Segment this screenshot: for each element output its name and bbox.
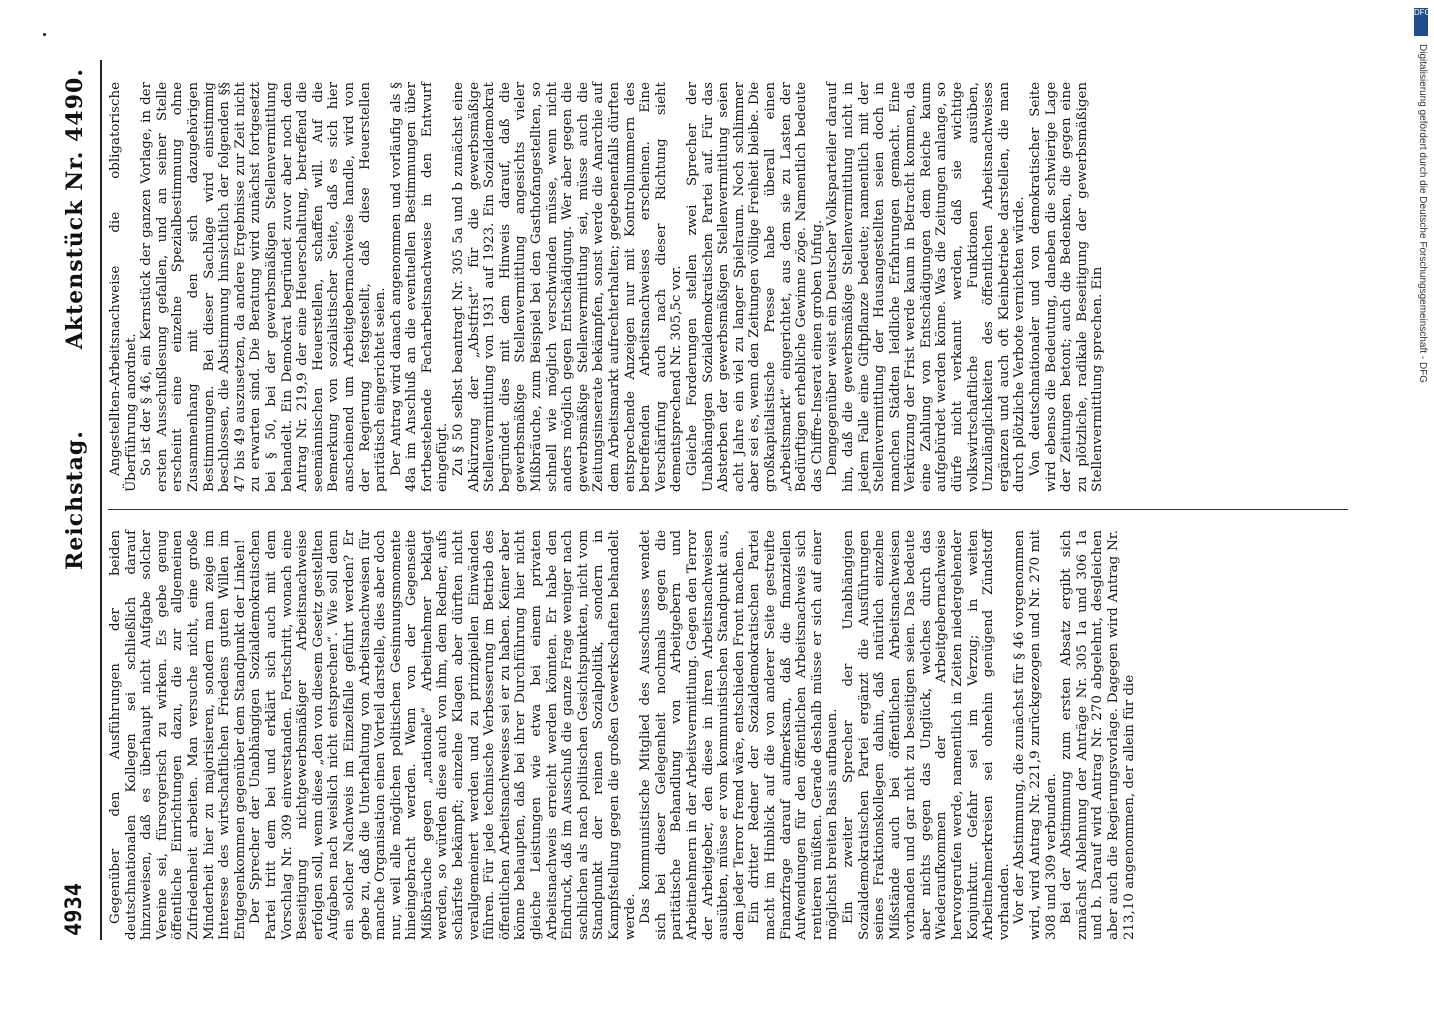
paragraph: Vor der Abstimmung, die zunächst für § 46 vorgenommen wird, wird Antrag Nr. 221,9 zurückgezogen und Nr. 270 mit 308 und 309 verbunden. [1012, 530, 1059, 940]
paragraph: Gegenüber den Ausführungen der beiden deutschnationalen Kollegen sei schließlich darauf hinzuweisen, daß es überhaupt nicht Aufgabe solcher Vereine sei, fürsorgerisch zu wirken. Es gebe genug öffentliche Einrichtungen dazu, die zur allgemeinen Zufriedenheit arbeiten. Man versuche nicht, eine große Minderheit hier zu majorisieren, sondern man zeige im Interesse des wirtschaftlichen Friedens guten Willen im Entgegenkommen gegenüber dem Standpunkt der Linken! [108, 530, 248, 940]
paragraph: Ein zweiter Sprecher der Unabhängigen Sozialdemokratischen Partei ergänzt die Ausführungen seines Fraktionskollegen dahin, daß natürlich einzelne Mißstände auch bei öffentlichen Arbeitsnachweisen vorhanden und gar nicht zu beseitigen seien. Das bedeute aber nichts gegen das Unglück, welches durch das Wiederaufkommen der Arbeitgebernachweise hervorgerufen werde, namentlich in Zeiten niedergehender Konjunktur. Gefahr sei im Verzug; in weiten Arbeitnehmerkreisen sei ohnehin genügend Zündstoff vorhanden. [840, 530, 1012, 940]
paragraph: Demgegenüber weist ein Deutscher Volksparteiler darauf hin, daß die gewerbsmäßige Stellenvermittlung nicht in jedem Falle eine Giftpflanze bedeute; namentlich mit der Stellenvermittlung der Hausangestellten seien doch in manchen Städten leidliche Erfahrungen gemacht. Eine Verkürzung der Frist werde kaum in Betracht kommen, da eine Zahlung von Entschädigungen dem Reiche kaum aufgebürdet werden könne. Was die Zeitungen anlange, so dürfe nicht verkannt werden, daß sie wichtige volkswirtschaftliche Funktionen ausüben, Unzulänglichkeiten des öffentlichen Arbeitsnachweises ergänzen und auch oft Kleinbetriebe darstellen, die man durch plötzliche Verbote vernichten würde. [825, 82, 1028, 492]
paragraph: Zu § 50 selbst beantragt Nr. 305 5a und b zunächst eine Abkürzung der „Abstfrist“ für die gewerbsmäßige Stellenvermittlung von 1931 auf 1923. Ein Sozialdemokrat begründet dies mit dem Hinweis darauf, daß die gewerbsmäßige Stellenvermittlung angesichts vieler Mißbräuche, zum Beispiel bei den Gasthofangestellten, so schnell wie möglich verschwinden müsse, wenn nicht anders möglich gegen Entschädigung. Wer aber gegen die gewerbsmäßige Stellenvermittlung sei, müsse auch die Zeitungsinserate bekämpfen, sonst werde die Anarchie auf dem Arbeitsmarkt aufrechterhalten; gegebenenfalls dürften entsprechende Anzeigen nur mit Kontrollnummern des betreffenden Arbeitsnachweises erscheinen. Eine Verschärfung auch nach dieser Richtung sieht dementsprechend Nr. 305,5c vor. [451, 82, 685, 492]
paragraph: Von deutschnationaler und von demokratischer Seite wird ebenso die Bedeutung, daneben die schwierige Lage der Zeitungen betont; auch die Bedenken, die gegen eine zu plötzliche, radikale Beseitigung der gewerbsmäßigen Stellenvermittlung sprechen. Ein [1028, 82, 1106, 492]
rotated-page-content [60, 60, 1360, 940]
paragraph: Gleiche Forderungen stellen zwei Sprecher der Unabhängigen Sozialdemokratischen Partei auf. Für das Absterben der gewerbsmäßigen Stellenvermittlung seien acht Jahre ein viel zu langer Spielraum. Noch schlimmer aber sei es, wenn den Zeitungen völlige Freiheit bleibe. Die großkapitalistische Presse habe überall einen „Arbeitsmarkt“ eingerichtet, aus dem sie zu Lasten der Bedürftigen erhebliche Gewinne zöge. Namentlich bedeute das Chiffre-Inserat einen groben Unfug. [684, 82, 825, 492]
speck-mark [43, 33, 46, 36]
page-header [60, 60, 100, 940]
paragraph: Bei der Abstimmung zum ersten Absatz ergibt sich zunächst Ablehnung der Anträge Nr. 305 1a und 306 1a und b. Darauf wird Antrag Nr. 270 abgelehnt, desgleichen aber auch die Regierungsvorlage. Dagegen wird Antrag Nr. 213,10 angenommen, der allein für die [1059, 530, 1137, 940]
header-title: Reichstag. [62, 430, 88, 570]
paragraph: Angestellten-Arbeitsnachweise die obligatorische Überführung anordnet. [108, 82, 139, 492]
text-column-right [108, 82, 1348, 492]
document-label: Aktenstück Nr. 4490. [62, 68, 88, 350]
column-divider [108, 509, 1348, 510]
paragraph: Der Sprecher der Unabhängigen Sozialdemokratischen Partei tritt dem bei und erklärt sich auch mit dem Vorschlag Nr. 309 einverstanden. Fortschritt, wonach eine Beseitigung nichtgewerbsmäßiger Arbeitsnachweise erfolgen soll, wenn diese „den von diesem Gesetz gestellten Aufgaben nach weislich nicht entsprechen“. Wie soll denn ein solcher Nachweis im Einzelfalle geführt werden? Er gebe zu, daß die Unterhaltung von Arbeitsnachweisen für manche Organisation einen Vorteil darstelle, dies aber doch nur, weil alle möglichen politischen Gesinnungsmomente hineingebracht werden. Wenn von der Gegenseite Mißbräuche gegen „nationale“ Arbeitnehmer beklagt werden, so würden diese auch von ihm, dem Redner, aufs schärfste bekämpft; einzelne Klagen aber dürften nicht verallgemeinert werden und zu prinzipiellen Einwänden führen. Für jede technische Verbesserung im Betrieb des öffentlichen Arbeitsnachweises sei er zu haben. Keiner aber könne behaupten, daß bei ihrer Durchführung hier nicht gleiche Leistungen wie etwa bei einem privaten Arbeitsnachweis erreicht werden könnten. Er habe den Eindruck, daß im Ausschuß die ganze Frage weniger nach sachlichen als nach politischen Gesichtspunkten, nicht vom Standpunkt der reinen Sozialpolitik, sondern in Kampfstellung gegen die großen Gewerkschaften behandelt werde. [248, 530, 638, 940]
paragraph: So ist der § 46, ein Kernstück der ganzen Vorlage, in der ersten Ausschußlesung gefallen, und an seiner Stelle erscheint eine einzelne Spezialbestimmung ohne Zusammenhang mit den sich dazugehörigen Bestimmungen. Bei dieser Sachlage wird einstimmig beschlossen, die Abstimmung hinsichtlich der folgenden §§ 47 bis 49 auszusetzen, da andere Ergebnisse zur Zeit nicht zu erwarten sind. Die Beratung wird zunächst fortgesetzt bei § 50, bei der gewerbsmäßigen Stellenvermittlung behandelt. Ein Demokrat begründet zuvor aber noch den Antrag Nr. 219,9 der eine Heuerschaltung, betreffend die seemännischen Heuerstellen, schaffen will. Auf die Bemerkung von sozialistischer Seite, daß es sich hier anscheinend um Arbeitgebernachweise handle, wird von der Regierung festgestellt, daß diese Heuerstellen paritätisch eingerichtet seien. [139, 82, 389, 492]
digitization-note [1410, 44, 1428, 1024]
paragraph: Das kommunistische Mitglied des Ausschusses wendet sich bei dieser Gelegenheit nochmals gegen die paritätische Behandlung von Arbeitgebern und Arbeitnehmern in der Arbeitsvermittlung. Gegen den Terror der Arbeitgeber, den diese in ihren Arbeitsnachweisen ausübten, müsse er vom kommunistischen Standpunkt aus, dem jeder Terror fremd wäre, entschieden Front machen. [638, 530, 747, 940]
text-column-left [108, 530, 1348, 940]
page-number: 4934 [62, 883, 87, 936]
digitization-note-text: Digitalisierung gefördert durch die Deutsche Forschungsgemeinschaft - DFG [1417, 44, 1428, 384]
header-rule [100, 60, 102, 940]
paragraph: Ein dritter Redner der Sozialdemokratischen Partei macht im Hinblick auf die von anderer Seite gestreifte Finanzfrage darauf aufmerksam, daß die finanziellen Aufwendungen für den öffentlichen Arbeitsnachweis sich rentieren müßten. Gerade deshalb müsse er sich auf einer möglichst breiten Basis aufbauen. [747, 530, 841, 940]
paragraph: Der Antrag wird danach angenommen und vorläufig als § 48a im Anschluß an die eventuellen Bestimmungen über fortbestehende Facharbeitsnachweise in den Entwurf eingefügt. [388, 82, 451, 492]
dfg-logo: DFG [1414, 8, 1428, 36]
